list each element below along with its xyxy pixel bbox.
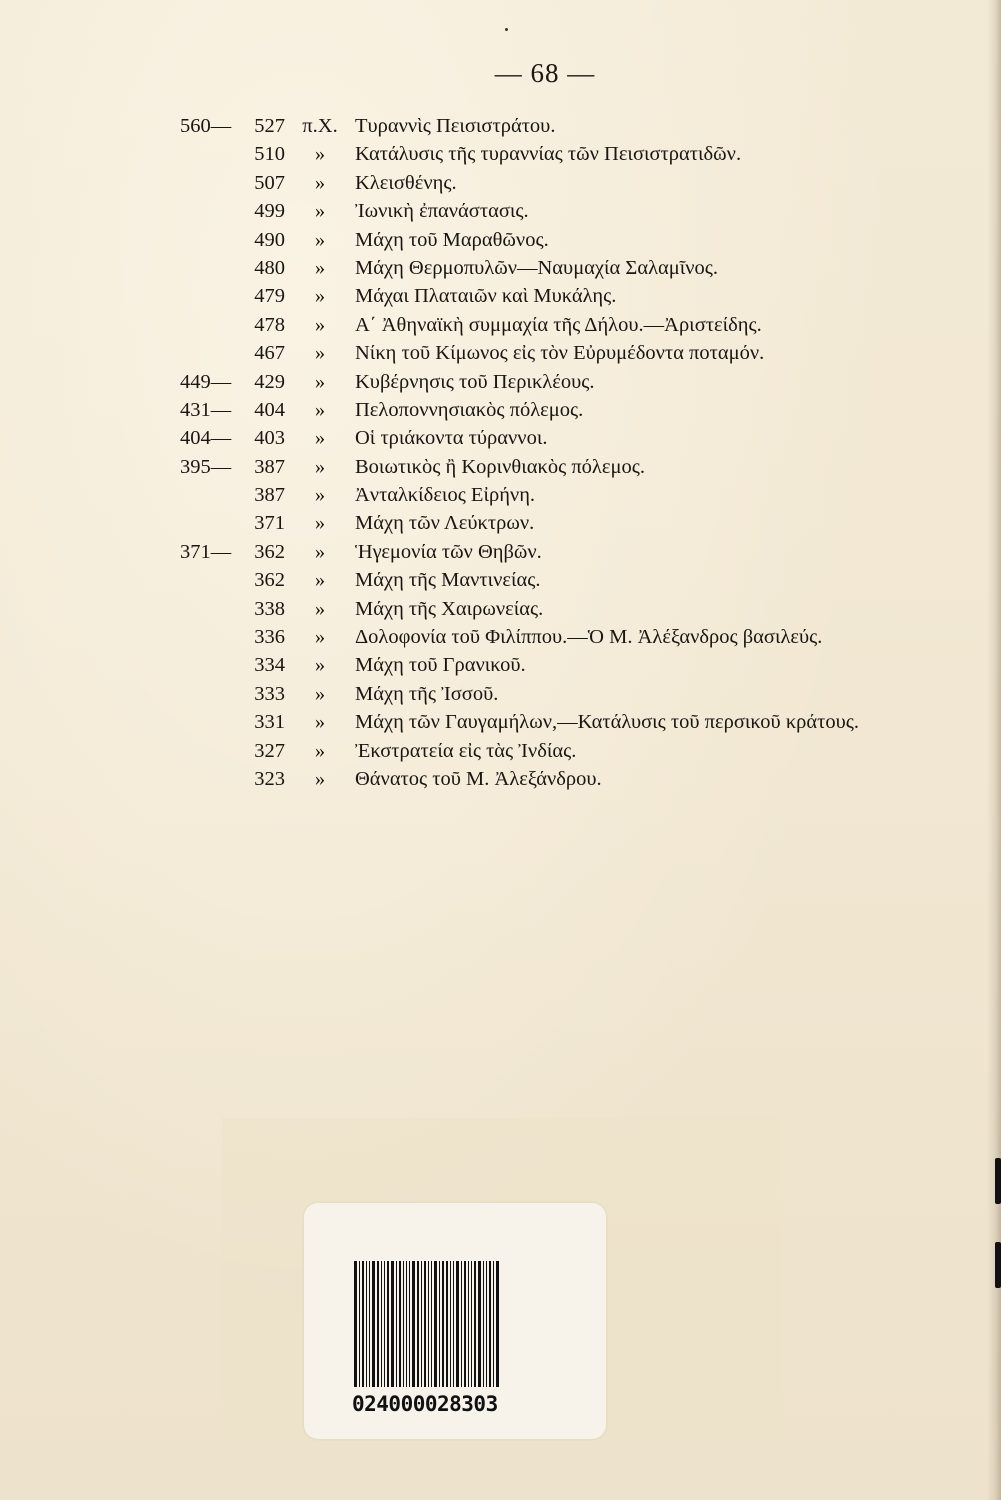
entry-era-mark: » xyxy=(314,512,326,535)
entry-era-mark: » xyxy=(314,427,326,450)
chronology-entry xyxy=(0,226,1001,254)
page-number: — 68 — xyxy=(494,58,596,88)
entry-year: 338 xyxy=(254,597,285,620)
entry-event: Ἀνταλκίδειος Εἰρήνη. xyxy=(355,484,536,507)
binding-mark-bottom xyxy=(995,1242,1001,1288)
barcode-bar xyxy=(461,1261,462,1387)
barcode-bar xyxy=(384,1261,385,1387)
entry-start-year: 449— xyxy=(180,370,232,393)
barcode-bar xyxy=(442,1261,444,1387)
barcode-bar xyxy=(369,1261,370,1387)
barcode-bar xyxy=(464,1261,466,1387)
entry-era-mark: » xyxy=(314,370,326,393)
entry-event: Μάχη τῆς Μαντινείας. xyxy=(355,569,541,592)
chronology-list xyxy=(0,112,1001,793)
entry-era-mark: » xyxy=(314,398,326,421)
entry-year: 327 xyxy=(254,739,285,762)
barcode xyxy=(354,1261,539,1387)
entry-year: 510 xyxy=(254,143,285,166)
entry-era-mark: » xyxy=(314,626,326,649)
chronology-entry xyxy=(0,453,1001,481)
entry-year: 331 xyxy=(254,711,285,734)
barcode-bar xyxy=(493,1261,494,1387)
entry-year: 499 xyxy=(254,200,285,223)
barcode-bar xyxy=(362,1261,364,1387)
entry-event: Οἱ τριάκοντα τύραννοι. xyxy=(355,427,548,450)
entry-year: 371 xyxy=(254,512,285,535)
barcode-bar xyxy=(478,1261,481,1387)
chronology-entry xyxy=(0,708,1001,736)
entry-era-mark: » xyxy=(314,285,326,308)
barcode-bar xyxy=(409,1261,410,1387)
chronology-entry xyxy=(0,140,1001,168)
barcode-bar xyxy=(359,1261,360,1387)
entry-event: Μάχη τοῦ Γρανικοῦ. xyxy=(355,654,526,677)
entry-event: Μάχη τῆς Χαιρωνείας. xyxy=(355,597,544,620)
entry-year: 527 xyxy=(254,115,285,137)
barcode-bar xyxy=(372,1261,375,1387)
entry-era-mark: » xyxy=(314,256,326,279)
barcode-bar xyxy=(439,1261,440,1387)
entry-event: Μάχη τῶν Λεύκτρων. xyxy=(355,512,535,535)
entry-year: 507 xyxy=(254,171,285,194)
barcode-bar xyxy=(387,1261,389,1387)
entry-year: 404 xyxy=(254,398,285,421)
entry-event: Θάνατος τοῦ Μ. Ἀλεξάνδρου. xyxy=(355,767,602,790)
entry-event: Κυβέρνησις τοῦ Περικλέους. xyxy=(355,370,595,393)
chronology-entry xyxy=(0,765,1001,793)
entry-year: 480 xyxy=(254,256,285,279)
entry-era-mark: » xyxy=(314,484,326,507)
chronology-entry xyxy=(0,680,1001,708)
entry-era-mark: » xyxy=(314,654,326,677)
chronology-entry xyxy=(0,481,1001,509)
entry-event: Δολοφονία τοῦ Φιλίππου.—Ὁ Μ. Ἀλέξανδρος βασιλεύς. xyxy=(355,626,823,649)
entry-start-year: 404— xyxy=(180,427,232,450)
entry-event: Μάχη τῆς Ἰσσοῦ. xyxy=(355,682,499,705)
barcode-bar xyxy=(396,1261,397,1387)
barcode-bar xyxy=(471,1261,472,1387)
ink-dot xyxy=(505,28,508,31)
chronology-entry xyxy=(0,311,1001,339)
entry-year: 336 xyxy=(254,626,285,649)
barcode-bar xyxy=(366,1261,367,1387)
chronology-entry xyxy=(0,595,1001,623)
chronology-entry xyxy=(0,197,1001,225)
barcode-bar xyxy=(381,1261,382,1387)
entry-event: Ἰωνικὴ ἐπανάστασις. xyxy=(355,200,529,223)
entry-era-mark: » xyxy=(314,455,326,478)
chronology-entry xyxy=(0,424,1001,452)
entry-era-mark: » xyxy=(314,313,326,336)
entry-year: 333 xyxy=(254,682,285,705)
entry-era-mark: » xyxy=(314,540,326,563)
entry-year: 490 xyxy=(254,228,285,251)
chronology-entry xyxy=(0,339,1001,367)
binding-mark-top xyxy=(995,1158,1001,1204)
chronology-entry xyxy=(0,538,1001,566)
chronology-entry xyxy=(0,566,1001,594)
barcode-bar xyxy=(450,1261,451,1387)
barcode-bar xyxy=(474,1261,476,1387)
entry-start-year: 431— xyxy=(180,398,232,421)
chronology-entry xyxy=(0,651,1001,679)
barcode-bar xyxy=(434,1261,437,1387)
entry-era-mark: » xyxy=(314,711,326,734)
entry-year: 479 xyxy=(254,285,285,308)
entry-year: 334 xyxy=(254,654,285,677)
entry-start-year: 395— xyxy=(180,455,232,478)
barcode-bar xyxy=(496,1261,499,1387)
barcode-bar xyxy=(428,1261,429,1387)
barcode-bar xyxy=(489,1261,491,1387)
chronology-entry xyxy=(0,396,1001,424)
entry-year: 467 xyxy=(254,342,285,365)
entry-event: Κλεισθένης. xyxy=(355,171,457,194)
barcode-bar xyxy=(424,1261,426,1387)
entry-event: Τυραννὶς Πεισιστράτου. xyxy=(355,115,556,137)
entry-era-mark: » xyxy=(314,597,326,620)
barcode-bar xyxy=(391,1261,394,1387)
entry-event: Μάχαι Πλαταιῶν καὶ Μυκάλης. xyxy=(355,285,617,308)
entry-event: Ἐκστρατεία εἰς τὰς Ἰνδίας. xyxy=(355,739,577,762)
entry-event: Πελοποννησιακὸς πόλεμος. xyxy=(355,398,584,421)
barcode-bar xyxy=(417,1261,419,1387)
barcode-bar xyxy=(354,1261,357,1387)
entry-era-mark: » xyxy=(314,739,326,762)
entry-era-mark: » xyxy=(314,767,326,790)
barcode-bar xyxy=(399,1261,401,1387)
barcode-bar xyxy=(377,1261,379,1387)
entry-era-mark: » xyxy=(314,143,326,166)
barcode-bar xyxy=(431,1261,432,1387)
barcode-bar xyxy=(483,1261,484,1387)
entry-era-mark: π.Χ. xyxy=(302,115,338,137)
entry-year: 387 xyxy=(254,484,285,507)
entry-year: 478 xyxy=(254,313,285,336)
entry-event: Μάχη τῶν Γαυγαμήλων,—Κατάλυσις τοῦ περσικοῦ κράτους. xyxy=(355,711,860,734)
entry-year: 362 xyxy=(254,540,285,563)
entry-era-mark: » xyxy=(314,171,326,194)
chronology-entry xyxy=(0,169,1001,197)
entry-era-mark: » xyxy=(314,682,326,705)
entry-year: 362 xyxy=(254,569,285,592)
entry-event: Κατάλυσις τῆς τυραννίας τῶν Πεισιστρατιδῶν. xyxy=(355,143,742,166)
chronology-entry xyxy=(0,368,1001,396)
chronology-entry xyxy=(0,112,1001,140)
entry-event: Νίκη τοῦ Κίμωνος εἰς τὸν Εὐρυμέδοντα ποταμόν. xyxy=(355,342,765,365)
entry-year: 323 xyxy=(254,767,285,790)
barcode-bar xyxy=(412,1261,415,1387)
entry-event: Μάχη τοῦ Μαραθῶνος. xyxy=(355,228,549,251)
entry-year: 387 xyxy=(254,455,285,478)
barcode-bar xyxy=(406,1261,407,1387)
entry-year: 403 xyxy=(254,427,285,450)
chronology-entry xyxy=(0,254,1001,282)
entry-event: Ἡγεμονία τῶν Θηβῶν. xyxy=(355,540,542,563)
entry-era-mark: » xyxy=(314,569,326,592)
chronology-entry xyxy=(0,623,1001,651)
chronology-entry xyxy=(0,737,1001,765)
barcode-bar xyxy=(468,1261,469,1387)
entry-event: Α΄ Ἀθηναϊκὴ συμμαχία τῆς Δήλου.—Ἀριστείδης. xyxy=(355,313,762,336)
barcode-bar xyxy=(453,1261,454,1387)
entry-event: Βοιωτικὸς ἢ Κορινθιακὸς πόλεμος. xyxy=(355,455,645,478)
entry-era-mark: » xyxy=(314,200,326,223)
barcode-bar xyxy=(486,1261,487,1387)
entry-era-mark: » xyxy=(314,228,326,251)
entry-era-mark: » xyxy=(314,342,326,365)
entry-start-year: 560— xyxy=(180,115,232,137)
chronology-entry xyxy=(0,509,1001,537)
chronology-entry xyxy=(0,282,1001,310)
barcode-bar xyxy=(403,1261,404,1387)
barcode-number: 024000028303 xyxy=(352,1392,498,1416)
entry-start-year: 371— xyxy=(180,540,232,563)
entry-event: Μάχη Θερμοπυλῶν—Ναυμαχία Σαλαμῖνος. xyxy=(355,256,719,279)
barcode-bar xyxy=(446,1261,448,1387)
barcode-bar xyxy=(421,1261,422,1387)
barcode-bar xyxy=(456,1261,459,1387)
entry-year: 429 xyxy=(254,370,285,393)
